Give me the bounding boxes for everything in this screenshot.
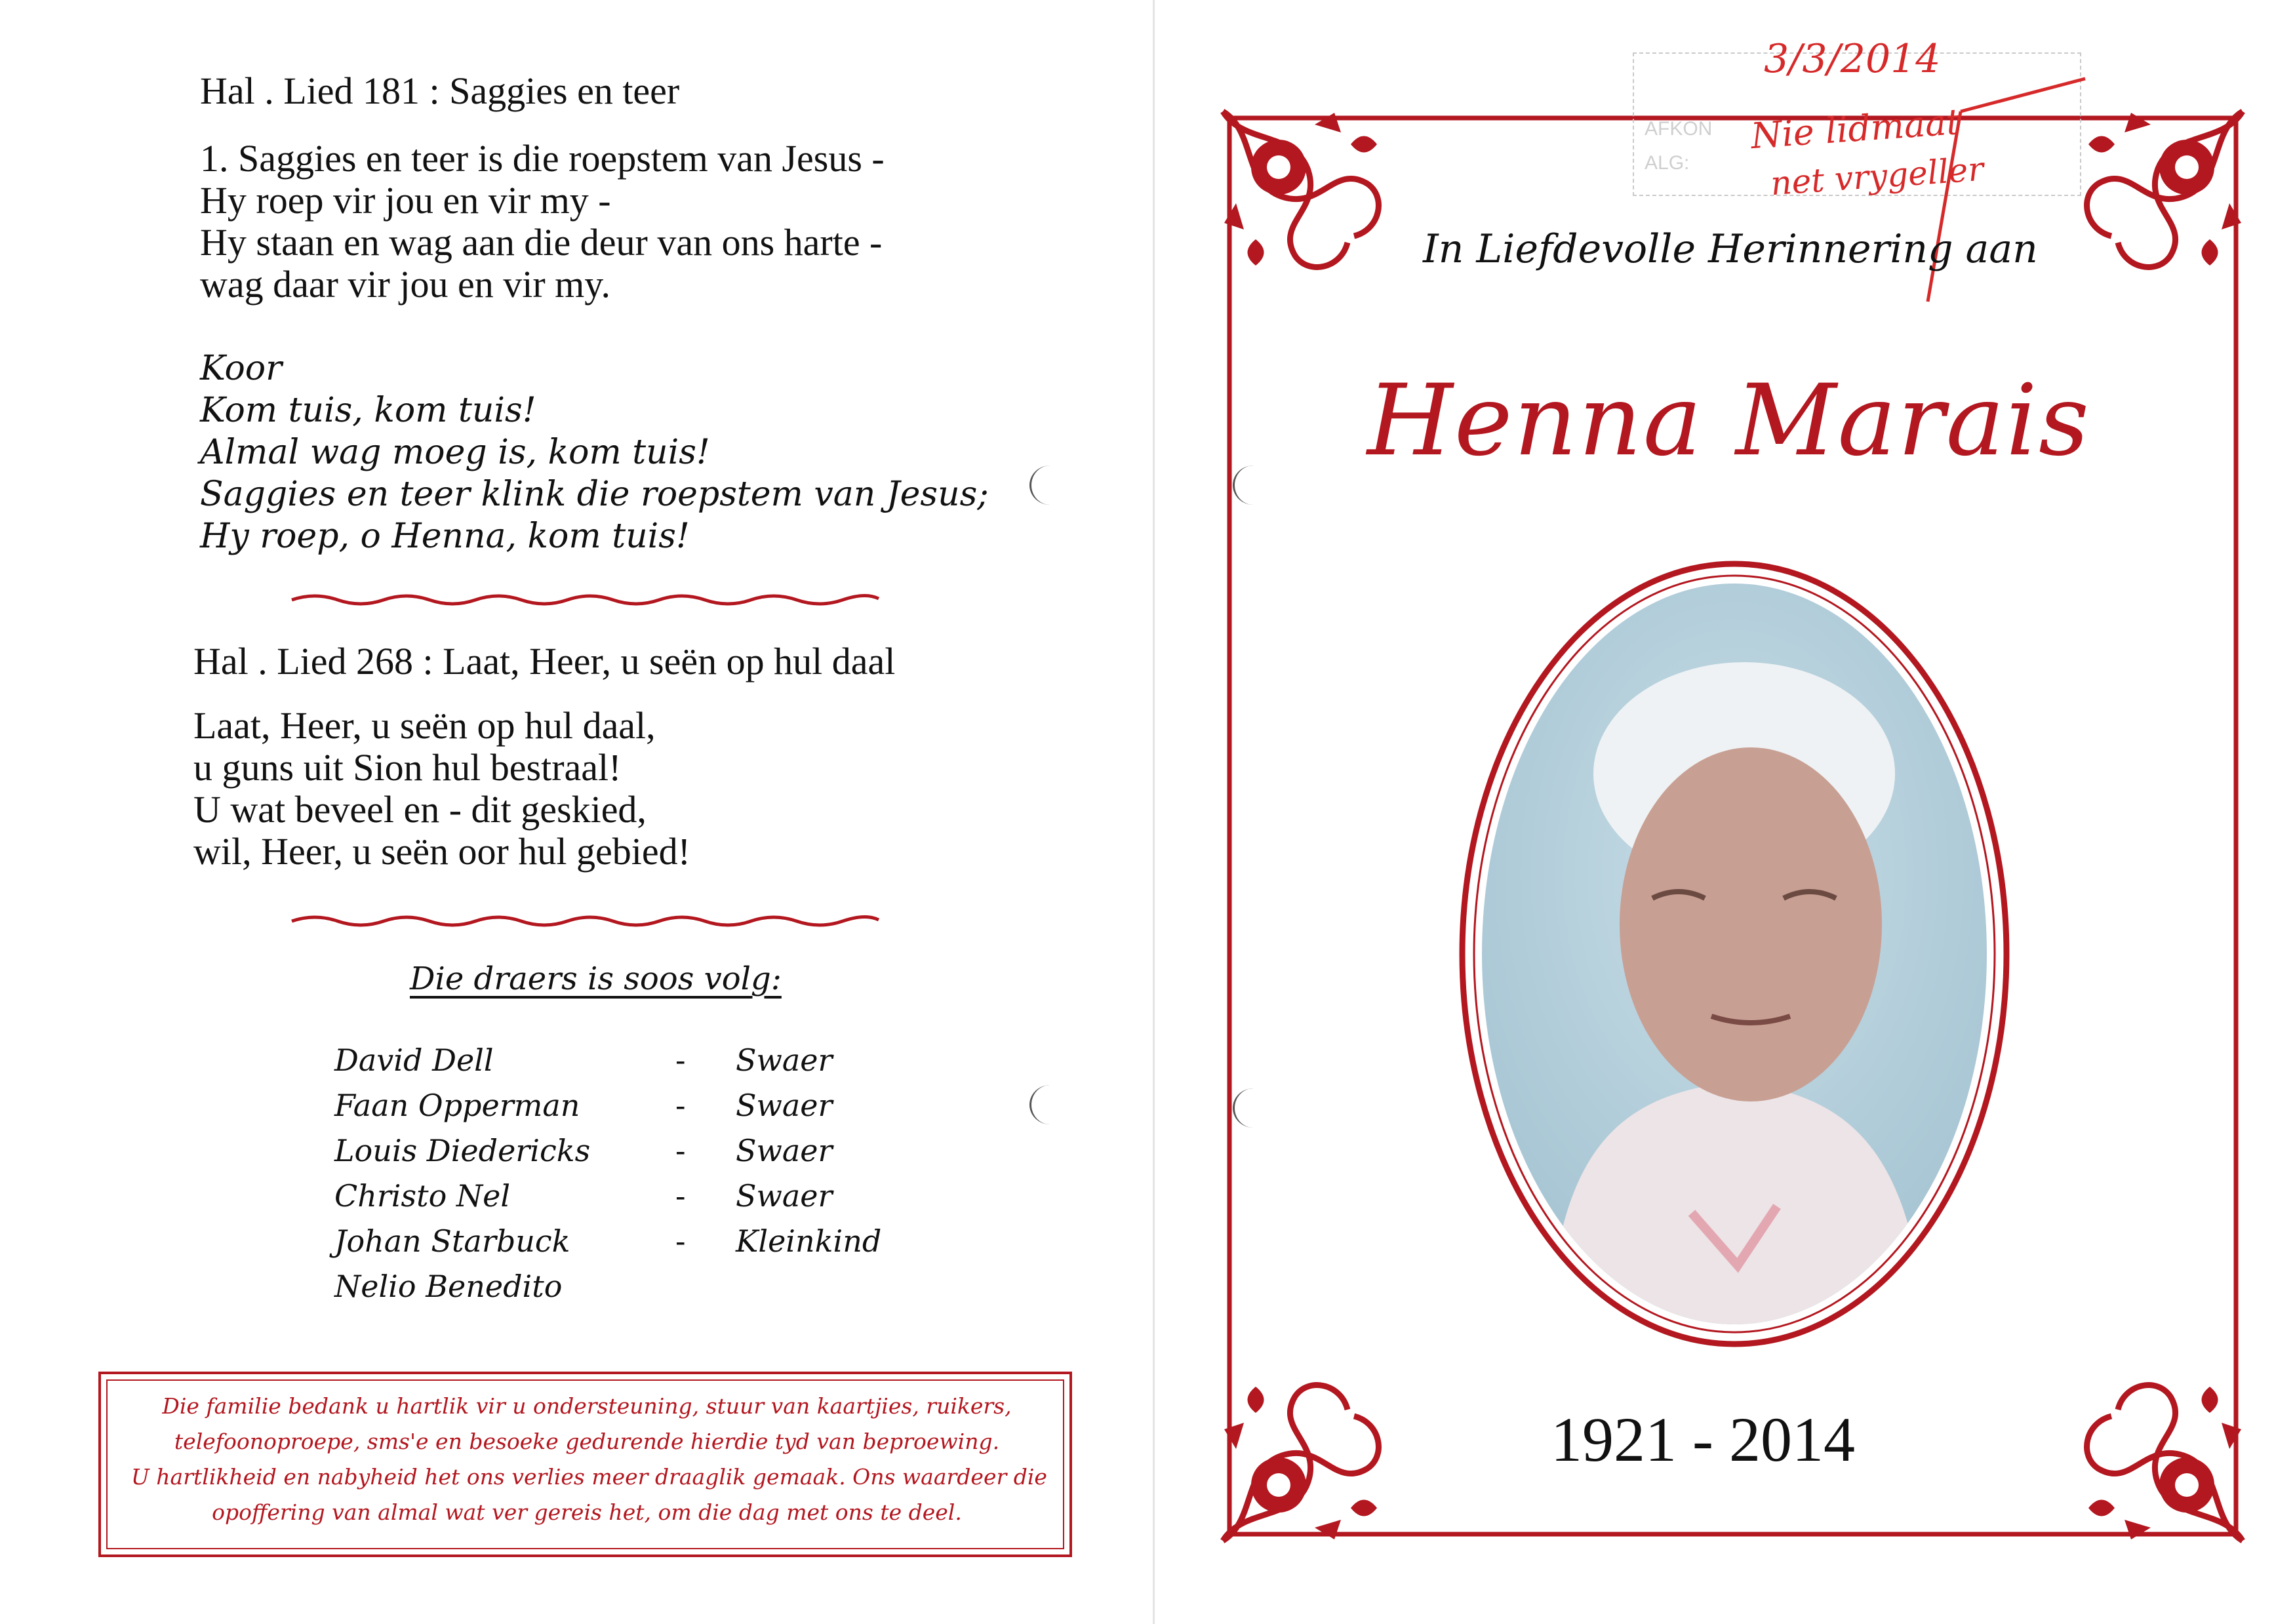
bearer-row (334, 1269, 925, 1311)
bearer-dash: - (675, 1088, 686, 1123)
hymn-181-chorus (200, 347, 989, 557)
corner-ornament (2087, 1385, 2243, 1541)
chorus-label: Koor (200, 349, 282, 388)
stamp-label: ALG: (1645, 152, 1690, 174)
punch-hole (1029, 1085, 1071, 1124)
bearer-dash: - (675, 1178, 686, 1214)
bearer-relation: Swaer (736, 1178, 833, 1214)
bearer-dash: - (675, 1042, 686, 1078)
bearer-name: David Dell (334, 1042, 494, 1078)
verse-line: Hy staan en wag aan die deur van ons harte - (200, 221, 883, 264)
corner-ornament (1223, 1385, 1378, 1541)
bearers-heading: Die draers is soos volg: (410, 961, 782, 997)
thanks-message (131, 1389, 1047, 1530)
portrait-photo (1456, 557, 2013, 1351)
bearer-dash: - (675, 1133, 686, 1168)
bearer-name: Nelio Benedito (334, 1269, 563, 1304)
bearer-relation: Swaer (736, 1042, 833, 1078)
bearer-name: Louis Diedericks (334, 1133, 591, 1168)
bearer-row (334, 1042, 925, 1084)
bearer-dash: - (675, 1223, 686, 1259)
verse-line: u guns uit Sion hul bestraal! (193, 746, 622, 789)
handwritten-stroke (1915, 72, 2098, 308)
chorus-line: Almal wag moeg is, kom tuis! (200, 433, 710, 472)
thanks-line: Die familie bedank u hartlik vir u ondersteuning, stuur van kaartjies, ruikers, (162, 1393, 1012, 1419)
hymn-181-verse (200, 138, 885, 306)
thanks-line: telefoonoproepe, sms'e en besoeke gedurende hierdie tyd van beproewing. (174, 1429, 1000, 1454)
thanks-line: U hartlikheid en nabyheid het ons verlies meer draaglik gemaak. Ons waardeer die (131, 1464, 1047, 1490)
punch-hole (1029, 465, 1071, 505)
bearer-row (334, 1133, 925, 1175)
bearer-relation: Swaer (736, 1088, 833, 1123)
verse-line: wag daar vir jou en vir my. (200, 263, 610, 306)
handwritten-date: 3/3/2014 (1764, 36, 1941, 82)
bearer-row (334, 1178, 925, 1220)
page-fold (1153, 0, 1155, 1624)
bearer-relation: Kleinkind (736, 1223, 882, 1259)
bearer-relation: Swaer (736, 1133, 833, 1168)
bearer-row (334, 1088, 925, 1130)
hymn-181-title: Hal . Lied 181 : Saggies en teer (200, 69, 680, 112)
verse-line: 1. Saggies en teer is die roepstem van Jesus - (200, 137, 885, 180)
verse-line: Hy roep vir jou en vir my - (200, 179, 611, 222)
chorus-line: Kom tuis, kom tuis! (200, 391, 536, 430)
bearer-name: Johan Starbuck (334, 1223, 570, 1259)
corner-ornament (1223, 111, 1378, 267)
divider-ornament (289, 587, 885, 613)
bearer-name: Christo Nel (334, 1178, 511, 1214)
bearer-name: Faan Opperman (334, 1088, 580, 1123)
chorus-line: Hy roep, o Henna, kom tuis! (200, 517, 690, 556)
life-years: 1921 - 2014 (1551, 1404, 1855, 1475)
chorus-line: Saggies en teer klink die roepstem van Jesus; (200, 475, 989, 514)
hymn-268-title: Hal . Lied 268 : Laat, Heer, u seën op hul daal (193, 640, 896, 683)
handwritten-note: net vrygeller (1769, 149, 1985, 203)
corner-ornament (2087, 111, 2243, 267)
deceased-name: Henna Marais (1367, 364, 2091, 478)
tribute-intro: In Liefdevolle Herinnering aan (1423, 226, 2038, 272)
verse-line: wil, Heer, u seën oor hul gebied! (193, 830, 690, 873)
thanks-line: opoffering van almal wat ver gereis het, om die dag met ons te deel. (212, 1499, 962, 1525)
divider-ornament (289, 908, 885, 934)
hymn-268-verse (193, 705, 690, 873)
verse-line: U wat beveel en - dit geskied, (193, 788, 647, 831)
verse-line: Laat, Heer, u seën op hul daal, (193, 704, 656, 747)
stamp-label: AFKON (1645, 118, 1713, 140)
handwritten-note: Nie lidmaat (1749, 100, 1962, 157)
bearer-row (334, 1223, 925, 1265)
